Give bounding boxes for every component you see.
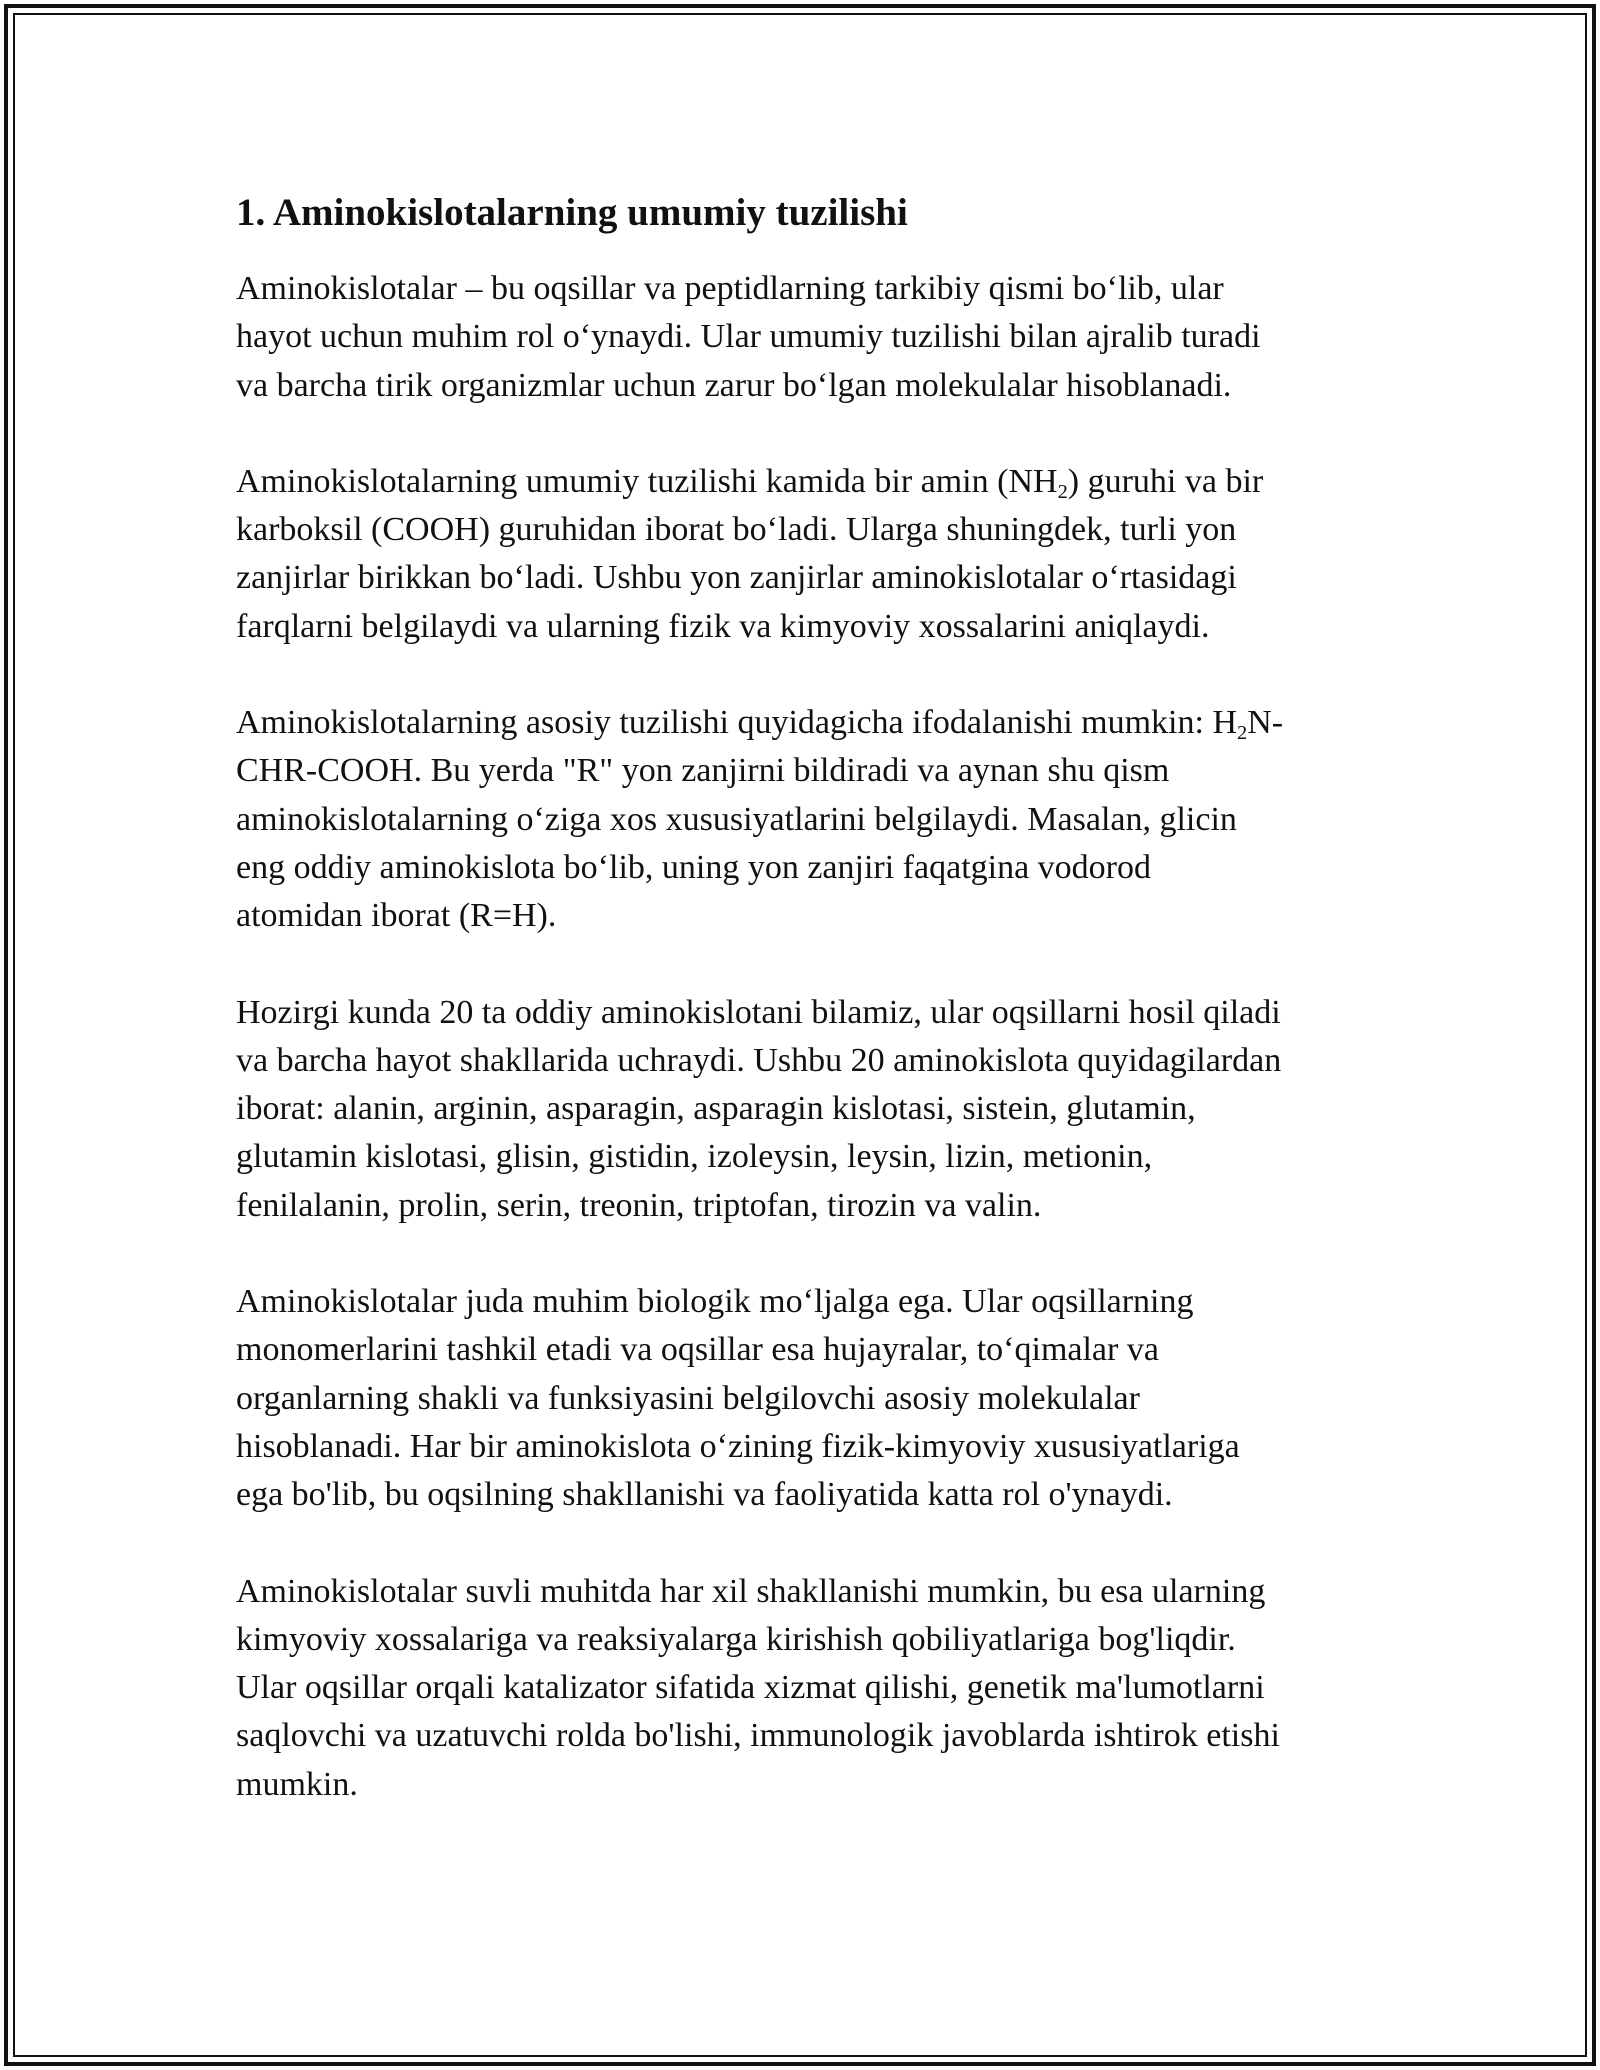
paragraph-2-line-3: zanjirlar birikkan bo‘ladi. Ushbu yon zanjirlar aminokislotalar o‘rtasidagi: [236, 559, 1237, 597]
document-body: [236, 185, 1376, 1857]
paragraph-3-line-3: aminokislotalarning o‘ziga xos xususiyatlarini belgilaydi. Masalan, glicin: [236, 800, 1237, 838]
paragraph-4: [236, 989, 1376, 1230]
paragraph-5-line-3: organlarning shakli va funksiyasini belgilovchi asosiy molekulalar: [236, 1379, 1140, 1417]
paragraph-6: [236, 1568, 1376, 1809]
subscript-2: 2: [1237, 722, 1248, 745]
paragraph-6-line-4: saqlovchi va uzatuvchi rolda bo'lishi, immunologik javoblarda ishtirok etishi: [236, 1717, 1280, 1755]
paragraph-2-line-1-text-a: Aminokislotalarning umumiy tuzilishi kamida bir amin (NH: [236, 462, 1058, 500]
paragraph-3-line-1-text-b: N-: [1247, 704, 1284, 742]
paragraph-6-line-1: Aminokislotalar suvli muhitda har xil shakllanishi mumkin, bu esa ularning: [236, 1572, 1266, 1610]
paragraph-6-line-3: Ular oqsillar orqali katalizator sifatida xizmat qilishi, genetik ma'lumotlarni: [236, 1669, 1265, 1707]
paragraph-5-line-1: Aminokislotalar juda muhim biologik mo‘ljalga ega. Ular oqsillarning: [236, 1283, 1194, 1321]
paragraph-5-line-2: monomerlarini tashkil etadi va oqsillar esa hujayralar, to‘qimalar va: [236, 1331, 1159, 1369]
paragraph-6-line-2: kimyoviy xossalariga va reaksiyalarga kirishish qobiliyatlariga bog'liqdir.: [236, 1620, 1236, 1658]
paragraph-3: [236, 699, 1376, 940]
paragraph-5-line-4: hisoblanadi. Har bir aminokislota o‘zining fizik-kimyoviy xususiyatlariga: [236, 1427, 1240, 1465]
paragraph-3-line-5: atomidan iborat (R=H).: [236, 897, 557, 935]
paragraph-1: [236, 265, 1376, 410]
paragraph-4-line-3: iborat: alanin, arginin, asparagin, asparagin kislotasi, sistein, glutamin,: [236, 1090, 1196, 1128]
paragraph-2: [236, 458, 1376, 651]
paragraph-4-line-4: glutamin kislotasi, glisin, gistidin, izoleysin, leysin, lizin, metionin,: [236, 1138, 1153, 1176]
paragraph-1-line-2: hayot uchun muhim rol o‘ynaydi. Ular umumiy tuzilishi bilan ajralib turadi: [236, 318, 1261, 356]
section-heading: 1. Aminokislotalarning umumiy tuzilishi: [236, 191, 908, 234]
paragraph-5: [236, 1278, 1376, 1519]
paragraph-4-line-5: fenilalanin, prolin, serin, treonin, triptofan, tirozin va valin.: [236, 1186, 1042, 1224]
subscript-2: 2: [1057, 481, 1068, 503]
paragraph-5-line-5: ega bo'lib, bu oqsilning shakllanishi va faoliyatida katta rol o'ynaydi.: [236, 1476, 1173, 1514]
paragraph-3-line-1-text-a: Aminokislotalarning asosiy tuzilishi quyidagicha ifodalanishi mumkin: H: [236, 704, 1237, 742]
paragraph-2-line-2: karboksil (COOH) guruhidan iborat bo‘ladi. Ularga shuningdek, turli yon: [236, 511, 1237, 549]
paragraph-2-line-4: farqlarni belgilaydi va ularning fizik va kimyoviy xossalarini aniqlaydi.: [236, 607, 1210, 645]
paragraph-3-line-2: CHR-COOH. Bu yerda "R" yon zanjirni bildiradi va aynan shu qism: [236, 752, 1170, 790]
paragraph-3-line-4: eng oddiy aminokislota bo‘lib, uning yon zanjiri faqatgina vodorod: [236, 848, 1151, 886]
paragraph-6-line-5: mumkin.: [236, 1765, 358, 1803]
paragraph-2-line-1: [236, 458, 1376, 506]
paragraph-1-line-1: Aminokislotalar – bu oqsillar va peptidlarning tarkibiy qismi bo‘lib, ular: [236, 270, 1224, 307]
paragraph-1-line-3: va barcha tirik organizmlar uchun zarur bo‘lgan molekulalar hisoblanadi.: [236, 366, 1232, 404]
paragraph-4-line-2: va barcha hayot shakllarida uchraydi. Ushbu 20 aminokislota quyidagilardan: [236, 1041, 1282, 1079]
paragraph-4-line-1: Hozirgi kunda 20 ta oddiy aminokislotani bilamiz, ular oqsillarni hosil qiladi: [236, 993, 1281, 1031]
paragraph-2-line-1-text-b: ) guruhi va bir: [1067, 462, 1264, 500]
paragraph-3-line-1: [236, 699, 1376, 747]
